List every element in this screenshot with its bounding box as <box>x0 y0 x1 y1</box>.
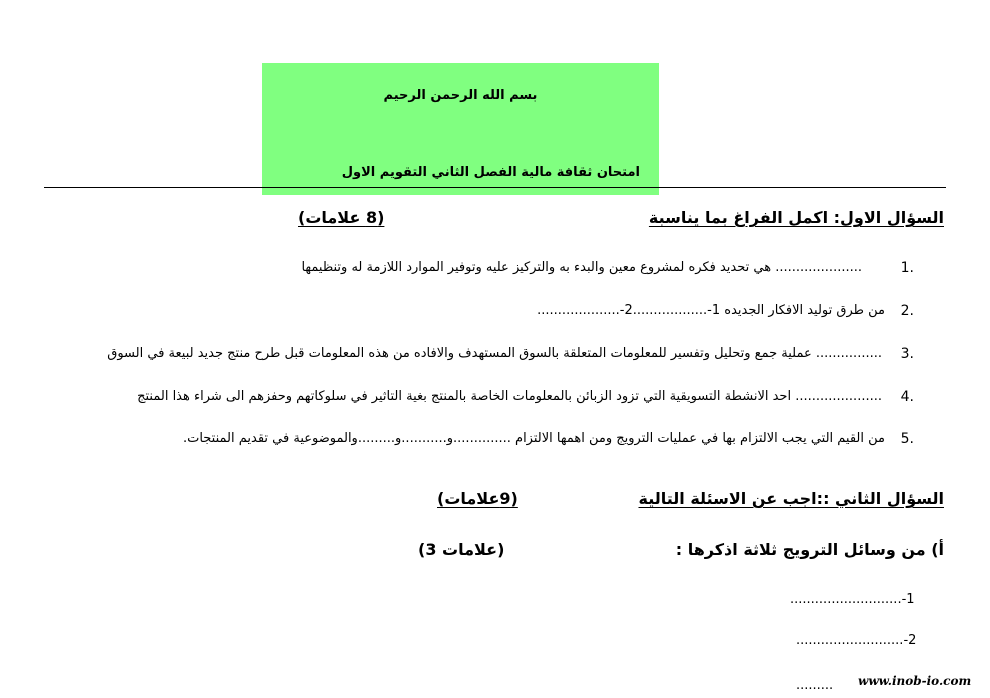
answer-line: 2-.......................... <box>796 633 917 648</box>
item-text: ................ عملية جمع وتحليل وتفسير للمعلومات المتعلقة بالسوق المستهدف والافاده من هذه المعلومات قبل طرح منتج جديد لبيعة في السوق <box>107 346 882 361</box>
part-a-marks: (3 علامات) <box>418 540 505 559</box>
question-2-marks: (9علامات) <box>437 489 518 508</box>
part-a-title: أ) من وسائل الترويج ثلاثة اذكرها : <box>675 540 944 559</box>
question-1-marks: (8 علامات) <box>298 208 385 227</box>
exam-title: امتحان ثقافة مالية الفصل الثاني التقويم الاول <box>341 165 640 180</box>
site-watermark: www.inob-io.com <box>858 674 972 688</box>
question-2-title: السؤال الثاني ::اجب عن الاسئلة التالية <box>638 489 944 508</box>
item-number: 5. <box>900 431 914 447</box>
header-divider <box>44 187 946 188</box>
item-text: من طرق توليد الافكار الجديده 1-..................2-.................... <box>537 303 885 318</box>
item-number: 1. <box>900 260 914 276</box>
item-text: ..................... هي تحديد فكره لمشروع معين والبدء به والتركيز عليه وتوفير الموارد اللازمة له وتنظيمها <box>301 260 862 275</box>
answer-line: ......... <box>796 678 834 693</box>
item-number: 2. <box>900 303 914 319</box>
basmala: بسم الله الرحمن الرحيم <box>383 88 538 103</box>
item-text: ..................... احد الانشطة التسويقية التي تزود الزبائن بالمعلومات الخاصة بالمنتج بغية التاثير في سلوكاتهم وحفزهم الى شراء هذا المنتج <box>137 389 882 404</box>
question-1-title: السؤال الاول: اكمل الفراغ بما يناسبة <box>648 208 944 227</box>
item-number: 3. <box>900 346 914 362</box>
item-number: 4. <box>900 389 914 405</box>
answer-line: 1-........................... <box>790 592 915 607</box>
item-text: من القيم التي يجب الالتزام بها في عمليات الترويج ومن اهمها الالتزام ..............و...........و.........والموضوعية في تقديم المنتجات. <box>182 431 885 446</box>
